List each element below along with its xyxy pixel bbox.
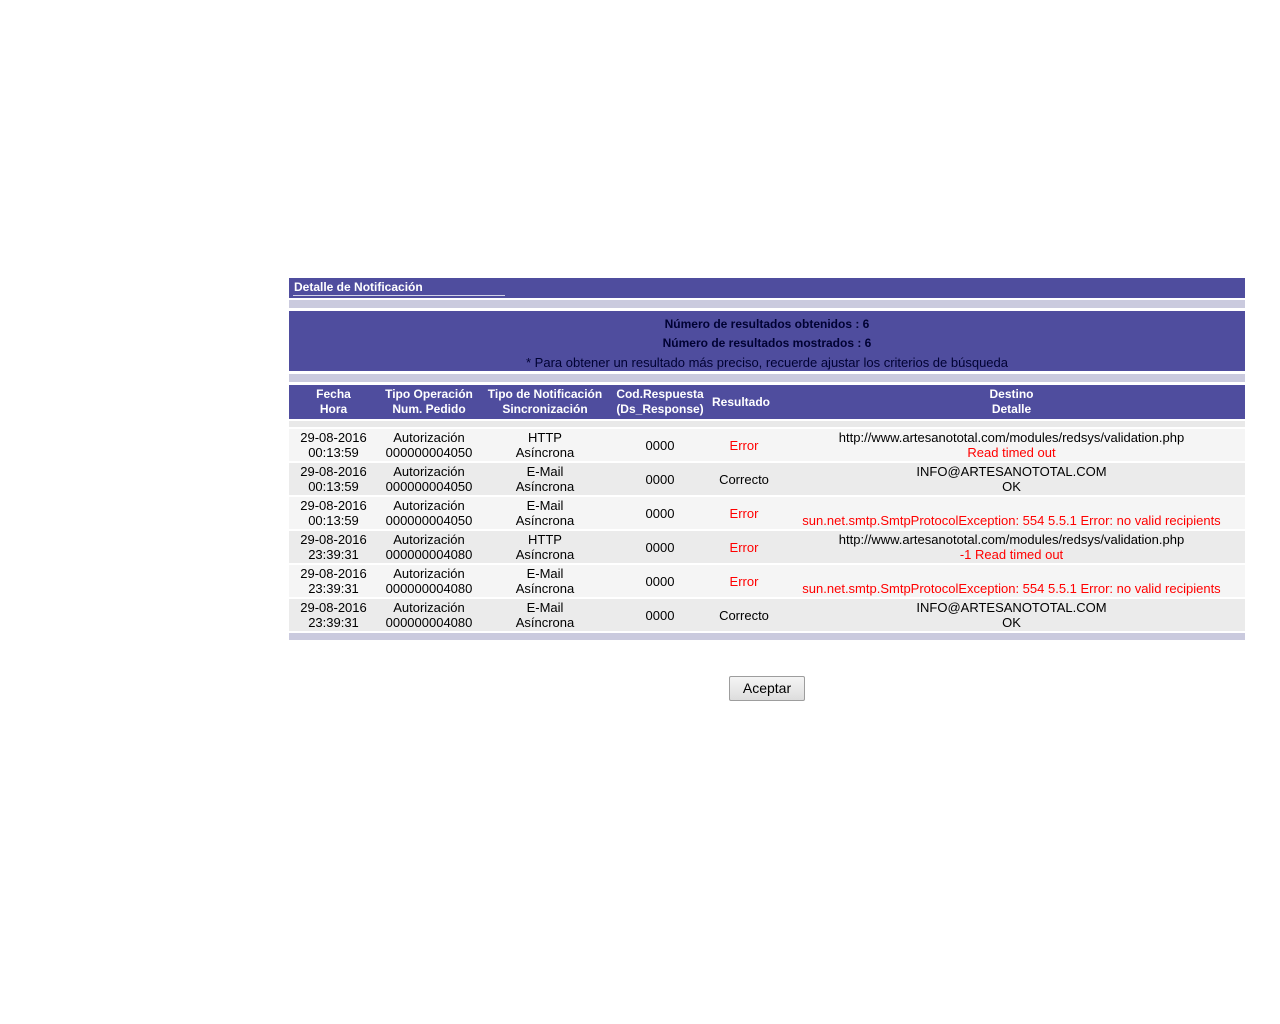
table-row — [289, 531, 1245, 563]
header-cod-respuesta: Cod.Respuesta (Ds_Response) — [616, 387, 704, 416]
panel-title-bar — [289, 278, 1245, 298]
header-destino-detalle: Destino Detalle — [989, 387, 1034, 416]
cell-tipo-operacion: Autorización 000000004080 — [385, 532, 473, 562]
divider-strip-mid — [289, 374, 1245, 382]
cell-tipo-operacion: Autorización 000000004050 — [385, 430, 473, 460]
cell-tipo-notificacion: E-Mail Asíncrona — [515, 498, 575, 528]
table-row — [289, 463, 1245, 495]
cell-destino-detalle: INFO@ARTESANOTOTAL.COM OK — [916, 600, 1107, 630]
header-tipo-notificacion: Tipo de Notificación Sincronización — [487, 387, 603, 416]
results-summary — [289, 311, 1245, 371]
header-tipo-operacion: Tipo Operación Num. Pedido — [385, 387, 473, 416]
cell-tipo-operacion: Autorización 000000004080 — [385, 566, 473, 596]
cell-fecha-hora: 29-08-2016 00:13:59 — [300, 464, 367, 494]
cell-fecha-hora: 29-08-2016 00:13:59 — [300, 498, 367, 528]
table-header-row — [289, 385, 1245, 419]
cell-resultado: Error — [729, 437, 759, 453]
cell-tipo-notificacion: HTTP Asíncrona — [515, 532, 575, 562]
cell-tipo-operacion: Autorización 000000004050 — [385, 464, 473, 494]
cell-resultado: Error — [729, 505, 759, 521]
cell-tipo-notificacion: HTTP Asíncrona — [515, 430, 575, 460]
results-obtained-text: Número de resultados obtenidos : 6 — [664, 317, 870, 331]
cell-cod-respuesta: 0000 — [645, 437, 675, 453]
cell-destino-detalle: http://www.artesanototal.com/modules/redsys/validation.php Read timed out — [838, 430, 1185, 460]
cell-tipo-notificacion: E-Mail Asíncrona — [515, 600, 575, 630]
cell-resultado: Correcto — [719, 607, 769, 623]
panel-title: Detalle de Notificación — [294, 280, 423, 294]
cell-destino-detalle: INFO@ARTESANOTOTAL.COM OK — [916, 464, 1107, 494]
cell-cod-respuesta: 0000 — [645, 607, 675, 623]
cell-fecha-hora: 29-08-2016 23:39:31 — [300, 600, 367, 630]
cell-resultado: Correcto — [719, 471, 769, 487]
cell-tipo-notificacion: E-Mail Asíncrona — [515, 464, 575, 494]
table-row — [289, 599, 1245, 631]
cell-tipo-operacion: Autorización 000000004050 — [385, 498, 473, 528]
header-fecha-hora: Fecha Hora — [316, 387, 351, 416]
cell-tipo-operacion: Autorización 000000004080 — [385, 600, 473, 630]
cell-tipo-notificacion: E-Mail Asíncrona — [515, 566, 575, 596]
divider-strip-bottom — [289, 633, 1245, 640]
table-body — [289, 429, 1245, 631]
results-shown-text: Número de resultados mostrados : 6 — [662, 336, 872, 350]
cell-cod-respuesta: 0000 — [645, 539, 675, 555]
cell-fecha-hora: 29-08-2016 23:39:31 — [300, 532, 367, 562]
cell-fecha-hora: 29-08-2016 23:39:31 — [300, 566, 367, 596]
table-row — [289, 565, 1245, 597]
results-note-text: * Para obtener un resultado más preciso, recuerde ajustar los criterios de búsqueda — [526, 355, 1008, 370]
header-resultado: Resultado — [712, 394, 771, 409]
cell-destino-detalle: http://www.artesanototal.com/modules/redsys/validation.php -1 Read timed out — [838, 532, 1185, 562]
cell-cod-respuesta: 0000 — [645, 573, 675, 589]
cell-cod-respuesta: 0000 — [645, 505, 675, 521]
cell-resultado: Error — [729, 573, 759, 589]
notification-detail-panel — [289, 278, 1245, 701]
cell-resultado: Error — [729, 539, 759, 555]
button-bar — [289, 676, 1245, 701]
cell-cod-respuesta: 0000 — [645, 471, 675, 487]
cell-destino-detalle: sun.net.smtp.SmtpProtocolException: 554 5.5.1 Error: no valid recipients — [802, 513, 1221, 528]
table-row — [289, 429, 1245, 461]
cell-destino-detalle: sun.net.smtp.SmtpProtocolException: 554 5.5.1 Error: no valid recipients — [802, 581, 1221, 596]
accept-button[interactable]: Aceptar — [729, 676, 805, 701]
divider-strip-top — [289, 300, 1245, 308]
cell-fecha-hora: 29-08-2016 00:13:59 — [300, 430, 367, 460]
header-spacer-row — [289, 421, 1245, 427]
title-underline — [293, 295, 505, 296]
table-row — [289, 497, 1245, 529]
